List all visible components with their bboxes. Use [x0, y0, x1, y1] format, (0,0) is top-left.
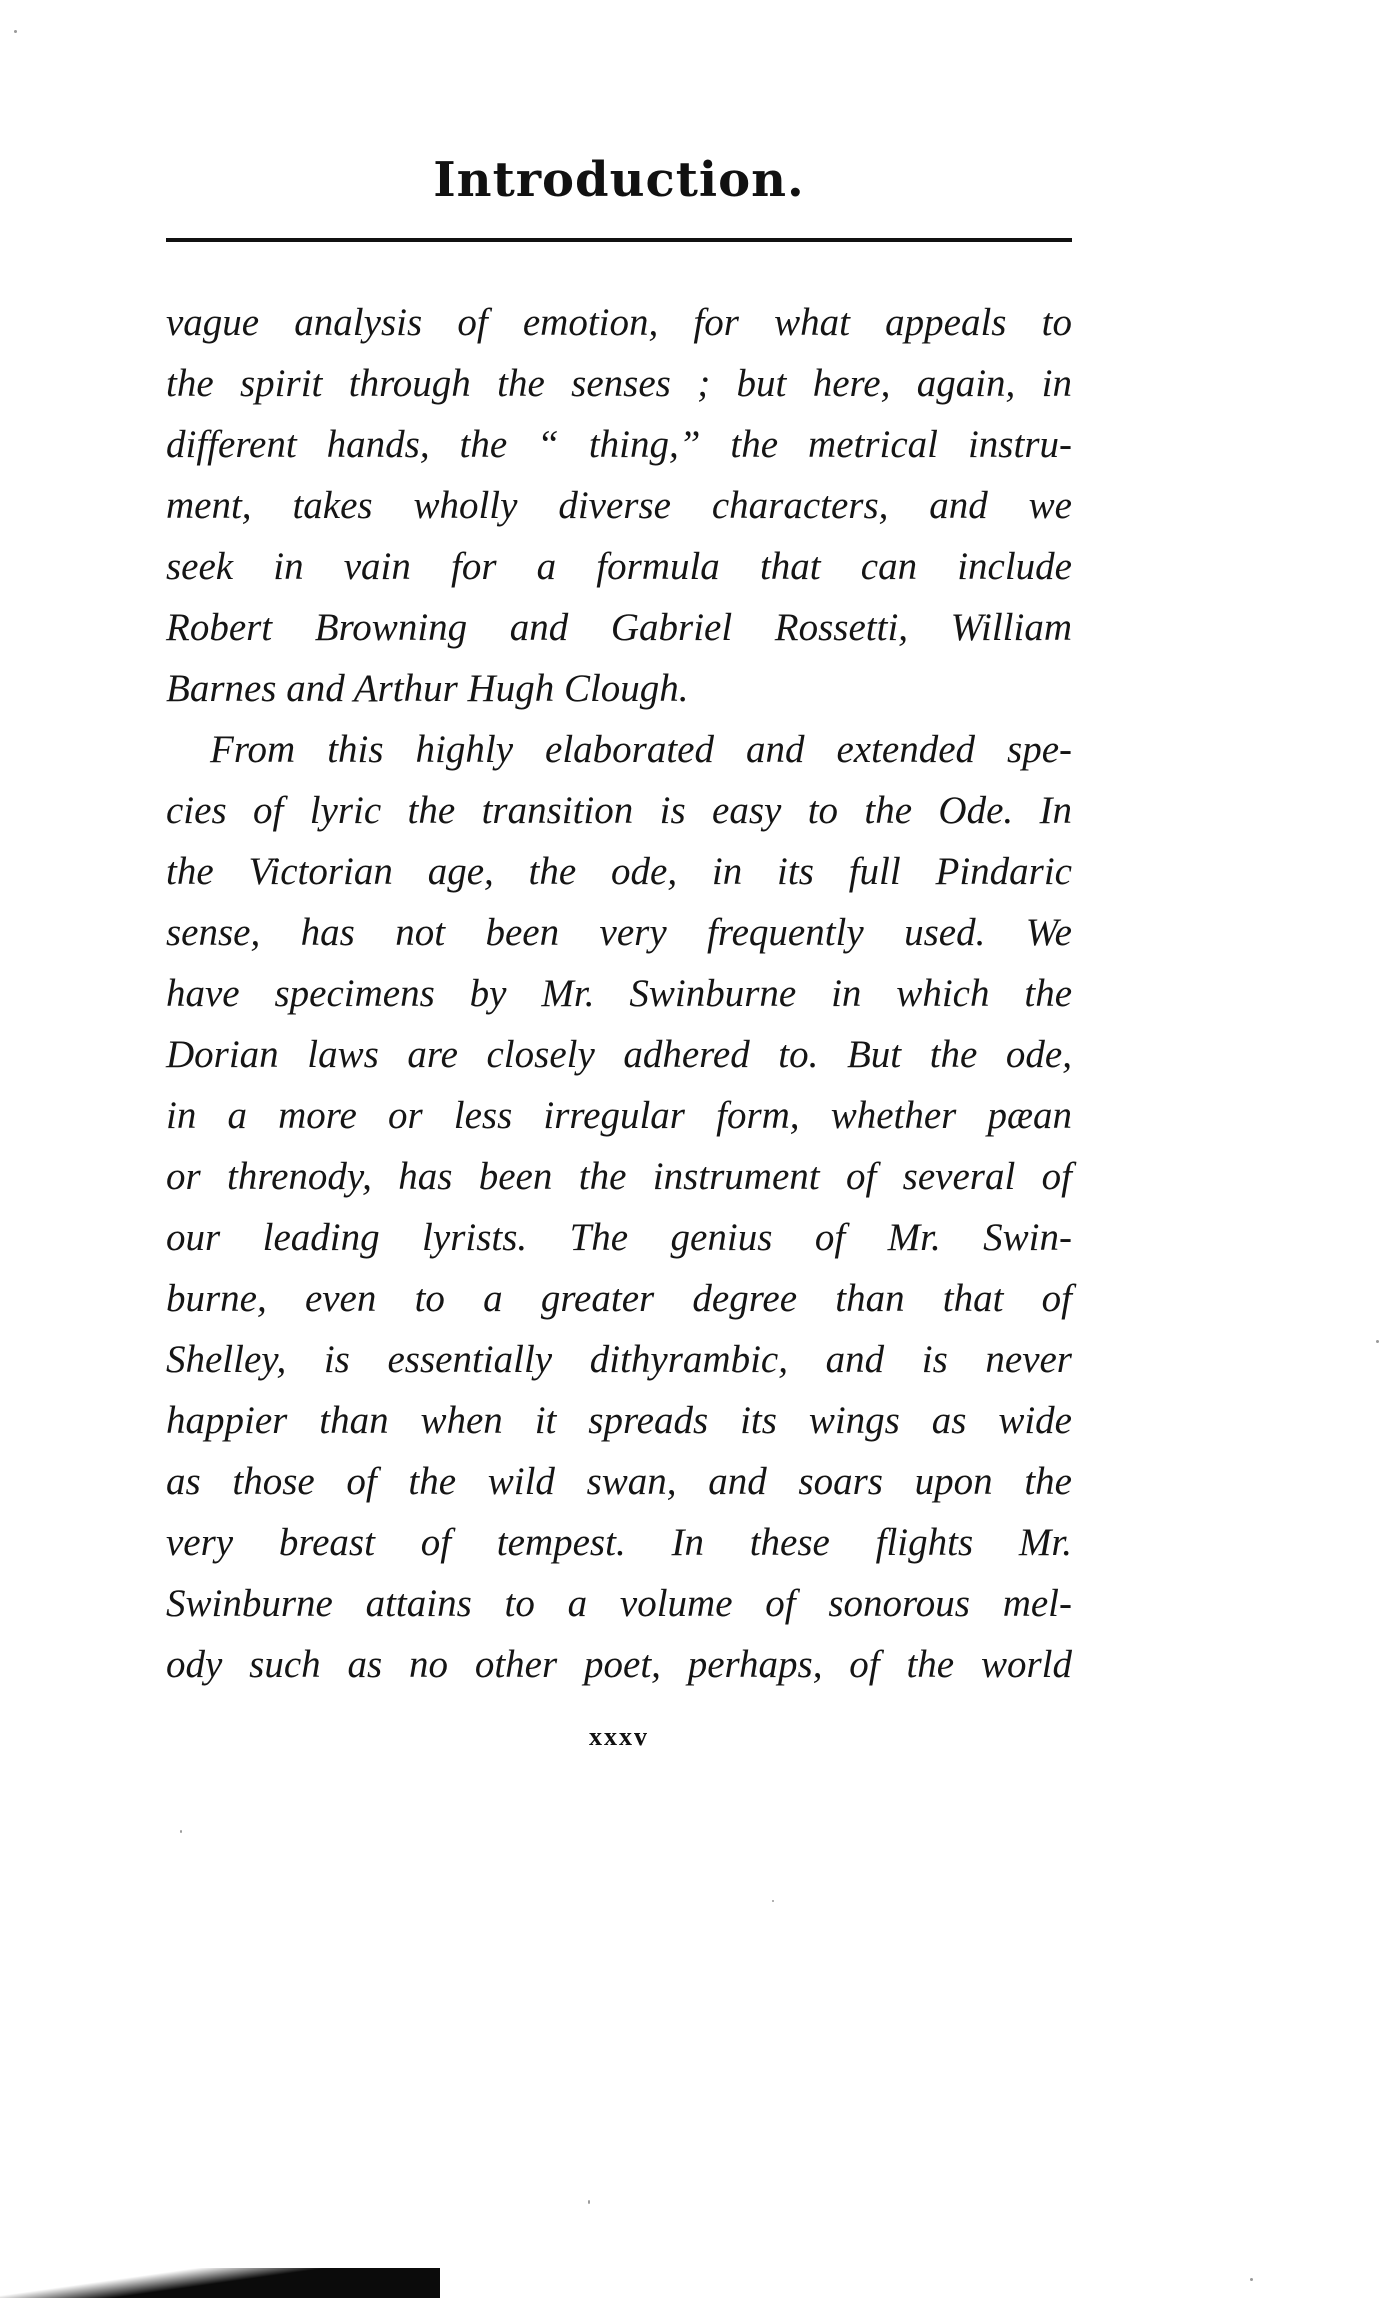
- header-rule: [166, 238, 1072, 242]
- text-line: our leading lyrists. The genius of Mr. Swin-: [166, 1216, 1072, 1259]
- text-line: as those of the wild swan, and soars upon the: [166, 1460, 1072, 1503]
- text-line: Dorian laws are closely adhered to. But the ode,: [166, 1033, 1072, 1076]
- text-line: seek in vain for a formula that can include: [166, 545, 1072, 588]
- text-line: in a more or less irregular form, whether pæan: [166, 1094, 1072, 1137]
- text-line: Robert Browning and Gabriel Rossetti, William: [166, 606, 1072, 649]
- text-line: ody such as no other poet, perhaps, of the world: [166, 1643, 1072, 1686]
- text-line: From this highly elaborated and extended spe-: [210, 728, 1072, 771]
- text-line: the spirit through the senses ; but here, again, in: [166, 362, 1072, 405]
- text-line: or threnody, has been the instrument of several of: [166, 1155, 1072, 1198]
- text-line: happier than when it spreads its wings as wide: [166, 1399, 1072, 1442]
- running-head-title: Introduction.: [433, 152, 805, 208]
- scan-speck: [180, 1830, 182, 1833]
- text-line: different hands, the “ thing,” the metrical instru-: [166, 423, 1072, 466]
- scan-speck: [588, 2200, 590, 2204]
- scan-speck: [14, 30, 17, 33]
- text-line: the Victorian age, the ode, in its full Pindaric: [166, 850, 1072, 893]
- text-line: Barnes and Arthur Hugh Clough.: [166, 667, 689, 710]
- text-line: vague analysis of emotion, for what appeals to: [166, 301, 1072, 344]
- paragraph-2: [166, 719, 1072, 1695]
- text-line: very breast of tempest. In these flights Mr.: [166, 1521, 1072, 1564]
- text-line: burne, even to a greater degree than that of: [166, 1277, 1072, 1320]
- text-line: cies of lyric the transition is easy to the Ode. In: [166, 789, 1072, 832]
- paragraph-1: [166, 292, 1072, 719]
- scan-edge-shadow: [0, 2268, 440, 2298]
- text-line: ment, takes wholly diverse characters, and we: [166, 484, 1072, 527]
- text-line: Swinburne attains to a volume of sonorous mel-: [166, 1582, 1072, 1625]
- text-line: sense, has not been very frequently used. We: [166, 911, 1072, 954]
- scan-speck: [772, 1900, 774, 1902]
- scan-speck: [1250, 2278, 1253, 2281]
- body-text: [166, 292, 1072, 1695]
- text-line: have specimens by Mr. Swinburne in which the: [166, 972, 1072, 1015]
- scan-speck: [1376, 1340, 1379, 1343]
- page-number: xxxv: [589, 1722, 649, 1751]
- text-line: Shelley, is essentially dithyrambic, and is never: [166, 1338, 1072, 1381]
